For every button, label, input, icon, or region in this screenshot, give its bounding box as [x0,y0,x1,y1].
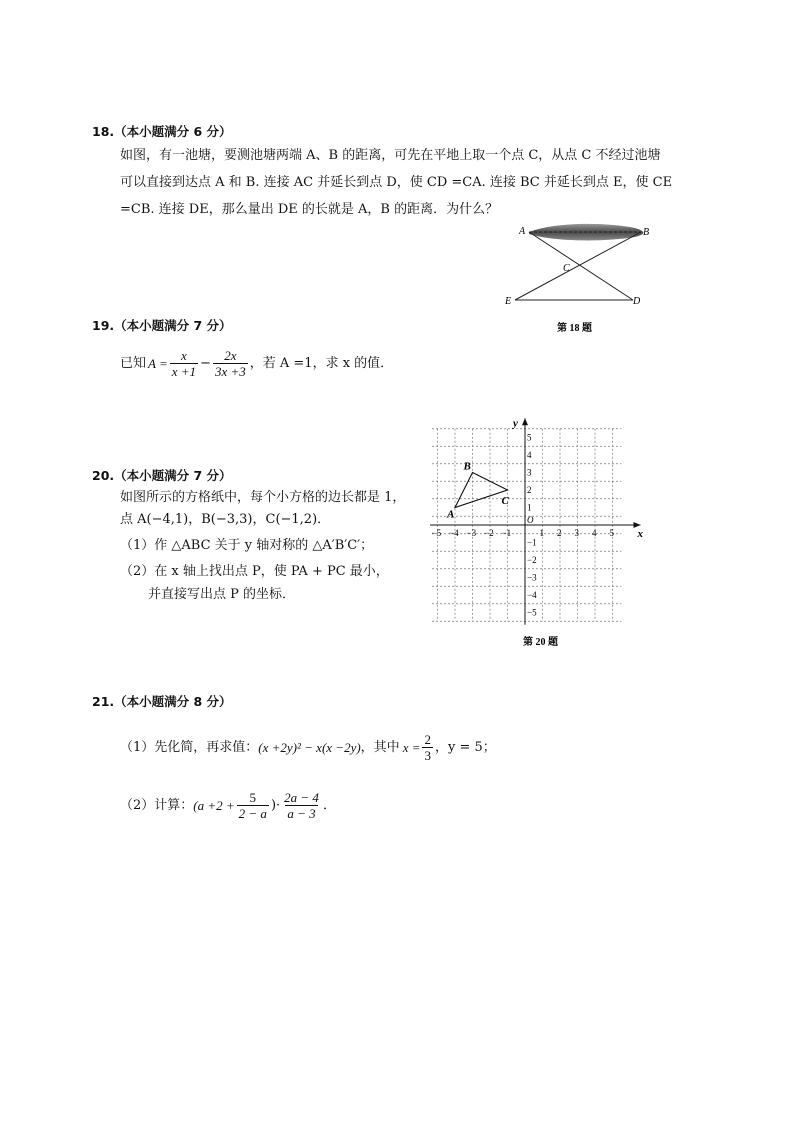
q21-p2-f2-den: a − 3 [287,806,316,821]
q21-p2-fraction-1 [237,790,269,821]
q21-p1-y: ，y = 5； [434,739,496,755]
x-axis-label: x [637,528,643,540]
q21-p2-f1-den: 2 − a [238,806,267,821]
y-tick-label: −5 [527,607,537,618]
origin-label: O [527,515,534,525]
q21-part-1 [120,732,496,763]
q18-line-1: 如图，有一池塘，要测池塘两端 A、B 的距离，可先在平地上取一个点 C，从点 C 不经过池塘 [120,148,661,163]
triangle-outline [455,473,508,508]
q20-header: 20.（本小题满分 7 分） [92,468,232,483]
q21-header: 21.（本小题满分 8 分） [92,694,232,709]
q21-p1-fraction [422,732,433,763]
q18-line-3: =CB. 连接 DE，那么量出 DE 的长就是 A，B 的距离．为什么？ [120,202,499,217]
q19-minus: − [200,355,211,371]
q21-p2-end: ． [322,797,336,813]
q20-line-5: 并直接写出点 P 的坐标． [148,587,296,602]
q19-fraction-2 [213,348,248,379]
y-axis-label: y [513,417,518,430]
q21-p2-f1-num: 5 [249,790,257,805]
x-tick-label: −4 [449,528,459,538]
x-tick-label: −2 [484,528,494,538]
y-tick-label: −2 [527,555,537,565]
q20-line-3: （1）作 △ABC 关于 y 轴对称的 △A′B′C′； [120,538,374,553]
q20-caption: 第 20 题 [523,637,558,648]
q18-caption: 第 18 题 [557,323,592,334]
q19-header: 19.（本小题满分 7 分） [92,318,232,333]
q20-line-4: （2）在 x 轴上找出点 P，使 PA + PC 最小， [120,564,389,579]
q21-part-2 [120,790,336,821]
x-tick-label: 1 [539,528,544,538]
q19-fraction-1 [170,348,198,379]
point-label-c: C [501,495,509,507]
q19-lhs: A = [148,355,168,371]
x-tick-label: −1 [501,528,512,538]
q19-f1-den: x +1 [171,364,197,379]
axes [430,417,644,625]
y-tick-label: 2 [527,485,532,495]
y-tick-label: 5 [527,432,532,443]
q21-p2-open: (a +2 + [193,797,235,813]
q19-f2-num: 2x [224,348,237,363]
q21-p2-pre: （2）计算： [120,797,194,813]
x-tick-label: 4 [592,528,597,538]
segment-be [515,232,641,300]
q19-f2-den: 3x +3 [214,364,246,379]
x-tick-label: 3 [574,528,579,538]
y-axis-arrow [522,418,528,425]
y-tick-label: −1 [527,537,537,548]
q21-p2-fraction-2 [282,790,321,821]
x-tick-label: 5 [609,528,614,538]
y-tick-label: 4 [527,450,532,460]
q21-p2-close: )· [270,797,281,813]
q20-coordinate-grid [430,412,660,657]
q18-line-2: 可以直接到达点 A 和 B. 连接 AC 并延长到点 D，使 CD =CA. 连接 BC 并延长到点 E，使 CE [120,175,673,190]
label-c: C [563,263,570,274]
point-label-a: A [447,508,455,521]
q20-line-2: 点 A(−4,1)，B(−3,3)，C(−1,2)． [120,512,331,527]
y-tick-label: 3 [527,467,532,478]
q21-p1-x: x = [402,739,421,755]
q21-p1-xden: 3 [424,748,431,763]
segment-ad [529,232,633,300]
q21-p1-mid: ，其中 [360,739,400,755]
q21-p1-pre: （1）先化简，再求值： [120,739,259,755]
label-e: E [505,296,512,307]
q21-p2-f2-num: 2a − 4 [284,790,319,805]
q19-equation [120,348,393,379]
q21-p1-xnum: 2 [424,732,431,747]
label-b: B [643,227,650,238]
label-d: D [633,296,641,307]
q18-figure [495,218,665,340]
x-tick-label: −5 [431,528,442,538]
x-tick-label: 2 [557,528,562,538]
q19-f1-num: x [181,348,187,363]
label-a: A [519,226,526,237]
q18-header: 18.（本小题满分 6 分） [92,124,232,139]
y-tick-label: 1 [527,502,532,513]
y-tick-label: −4 [527,590,537,600]
q19-post: ，若 A =1，求 x 的值． [249,355,394,371]
q19-pre: 已知 [120,355,147,371]
triangle-abc [446,461,510,521]
y-tick-label: −3 [527,572,537,583]
point-label-b: B [463,460,471,473]
q21-p1-expr: (x +2y)² − x(x −2y) [258,739,361,755]
x-tick-label: −3 [466,528,477,538]
q20-line-1: 如图所示的方格纸中，每个小方格的边长都是 1， [120,490,406,505]
